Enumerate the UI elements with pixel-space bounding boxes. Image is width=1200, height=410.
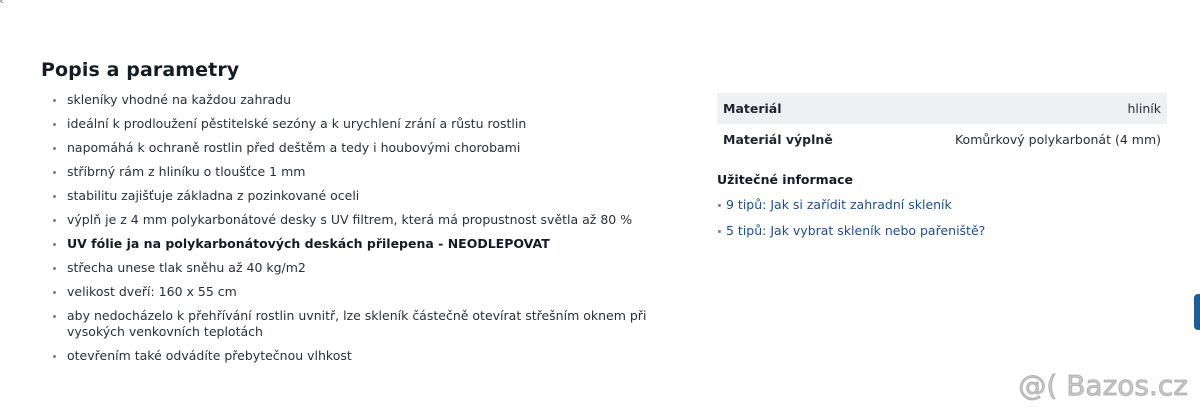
tips-greenhouse-link[interactable]: 9 tipů: Jak si zařídit zahradní skleník [726,197,952,212]
feature-item: střecha unese tlak sněhu až 40 kg/m2 [50,260,690,276]
param-label: Materiál výplně [723,132,833,147]
feature-item: aby nedocházelo k přehřívání rostlin uvnitř, lze skleník částečně otevírat střešním oknem při vysokých venkovních teplotách [50,308,690,340]
corner-glyph: ᵋ [0,0,4,9]
param-row [717,93,1167,124]
param-value: hliník [878,93,1167,124]
useful-link-item [717,197,985,213]
param-value: Komůrkový polykarbonát (4 mm) [954,132,1161,147]
useful-info-links [717,197,985,249]
useful-info-title: Užitečné informace [717,172,854,187]
feature-list [50,92,690,372]
bazos-watermark: @( Bazos.cz [1018,369,1188,402]
feature-item-warning: UV fólie ja na polykarbonátových deskách přilepena - NEODLEPOVAT [50,236,690,252]
feature-item: stříbrný rám z hliníku o tloušťce 1 mm [50,164,690,180]
parameters-table [717,93,1167,155]
side-feedback-tab[interactable] [1194,294,1200,330]
param-row [717,124,1167,155]
useful-link-item [717,223,985,239]
feature-item: výplň je z 4 mm polykarbonátové desky s UV filtrem, která má propustnost světla až 80 % [50,212,690,228]
feature-item: skleníky vhodné na každou zahradu [50,92,690,108]
feature-item: ideální k prodloužení pěstitelské sezóny a k urychlení zrání a růstu rostlin [50,116,690,132]
param-label: Materiál [717,93,878,124]
feature-item: otevřením také odvádíte přebytečnou vlhkost [50,348,690,364]
feature-item: velikost dveří: 160 x 55 cm [50,284,690,300]
feature-item: napomáhá k ochraně rostlin před deštěm a tedy i houbovými chorobami [50,140,690,156]
section-title: Popis a parametry [41,59,240,81]
tips-choose-link[interactable]: 5 tipů: Jak vybrat skleník nebo pařeniště? [726,223,986,238]
feature-item: stabilitu zajišťuje základna z pozinkované oceli [50,188,690,204]
